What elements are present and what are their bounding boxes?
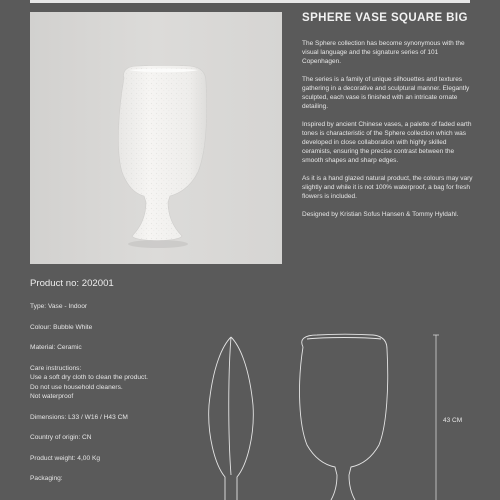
side-view-outline bbox=[209, 337, 254, 500]
spec-colour: Colour: Bubble White bbox=[30, 323, 93, 331]
designer-credit: Designed by Kristian Sofus Hansen & Tommy Hyldahl. bbox=[302, 211, 459, 218]
product-number: Product no: 202001 bbox=[30, 278, 114, 289]
top-rule bbox=[30, 0, 470, 3]
care-line: Do not use household cleaners. bbox=[30, 383, 123, 391]
care-heading: Care instructions: bbox=[30, 364, 82, 372]
product-description bbox=[302, 39, 474, 228]
care-line: Use a soft dry cloth to clean the product. bbox=[30, 374, 149, 381]
technical-drawing bbox=[195, 325, 485, 500]
product-title: SPHERE VASE SQUARE BIG bbox=[302, 12, 468, 24]
front-view-outline bbox=[300, 334, 388, 500]
spec-dimensions: Dimensions: L33 / W16 / H43 CM bbox=[30, 413, 128, 421]
spec-weight: Product weight: 4,00 Kg bbox=[30, 454, 101, 462]
product-photo bbox=[30, 12, 282, 264]
description-paragraph: The series is a family of unique silhouettes and textures gathering in a decorative and sculptural manner. Elegantly sculpted, each vase is finished with an intricate ornate detailing. bbox=[302, 76, 470, 110]
description-paragraph: Inspired by ancient Chinese vases, a palette of faded earth tones is characteristic of the Sphere collection which was developed in close collaboration with highly skilled ceramists, ensuring the precise contrast between the smooth shapes and sharp edges. bbox=[302, 121, 472, 164]
vase-image bbox=[30, 12, 282, 264]
care-line: Not waterproof bbox=[30, 393, 74, 400]
height-dimension-line bbox=[433, 335, 439, 500]
vase-shadow bbox=[128, 240, 188, 248]
description-paragraph: The Sphere collection has become synonymous with the visual language and the signature series of 101 Copenhagen. bbox=[302, 40, 465, 65]
spec-origin: Country of origin: CN bbox=[30, 434, 92, 441]
spec-material: Material: Ceramic bbox=[30, 344, 82, 351]
spec-type: Type: Vase - Indoor bbox=[30, 303, 88, 310]
description-paragraph: As it is a hand glazed natural product, the colours may vary slightly and while it is not 100% waterproof, a bag for fresh flowers is included. bbox=[302, 175, 473, 200]
height-dimension-label: 43 CM bbox=[443, 417, 463, 424]
spec-packaging: Packaging: bbox=[30, 475, 63, 482]
